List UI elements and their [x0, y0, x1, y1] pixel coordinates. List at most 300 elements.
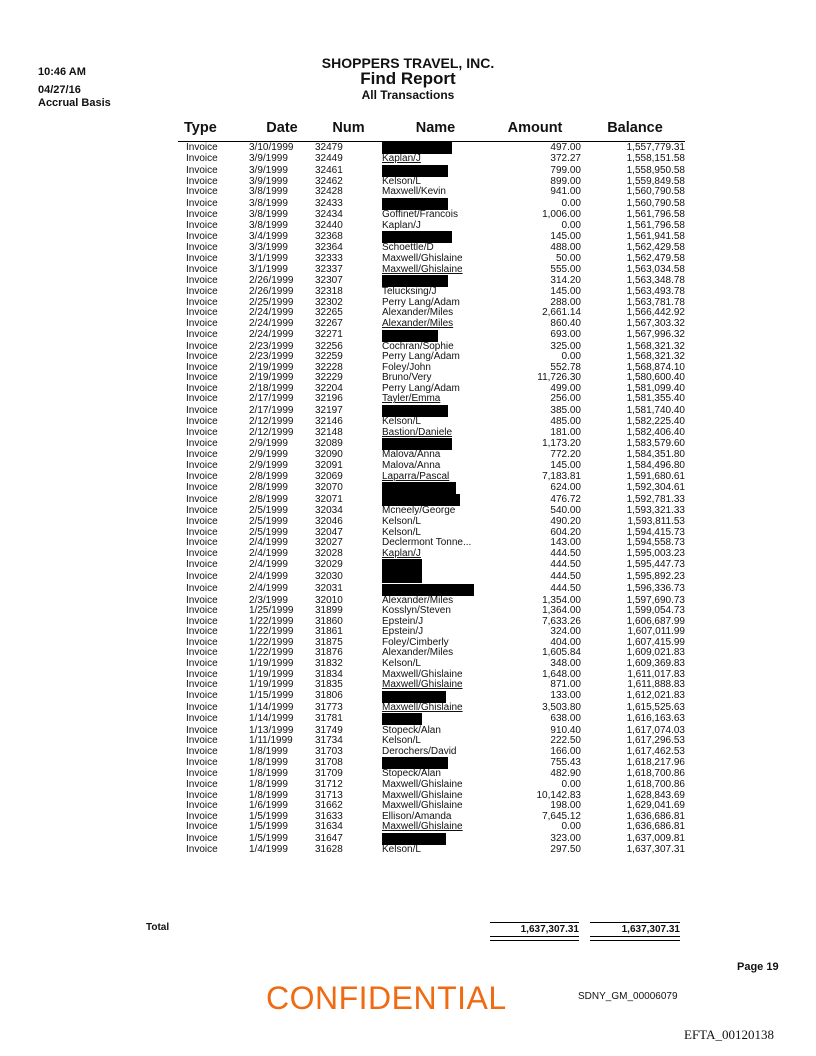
cell-type: Invoice [186, 505, 218, 517]
cell-type: Invoice [186, 658, 218, 670]
cell-balance: 1,568,874.10 [626, 361, 685, 373]
cell-amount: 145.00 [550, 459, 581, 471]
cell-balance: 1,580,600.40 [626, 372, 685, 384]
cell-amount: 1,648.00 [542, 668, 581, 680]
confidential-stamp: CONFIDENTIAL [266, 980, 507, 1016]
company-name: SHOPPERS TRAVEL, INC. [321, 55, 495, 71]
cell-amount: 871.00 [550, 679, 581, 691]
cell-date: 1/4/1999 [249, 843, 288, 855]
cell-balance: 1,560,790.58 [626, 197, 685, 209]
report-basis: Accrual Basis [38, 97, 111, 109]
cell-name: Perry Lang/Adam [382, 351, 460, 363]
table-row [178, 461, 685, 472]
cell-num: 32071 [315, 494, 343, 506]
cell-amount: 444.50 [550, 583, 581, 595]
cell-name: Maxwell/Ghislaine [382, 821, 463, 833]
table-row [178, 319, 685, 330]
total-balance: 1,637,307.31 [590, 922, 680, 935]
table-row [178, 154, 685, 165]
cell-date: 2/4/1999 [249, 537, 288, 549]
cell-num: 32091 [315, 459, 343, 471]
cell-date: 1/5/1999 [249, 832, 288, 844]
table-row [178, 703, 685, 714]
cell-num: 32027 [315, 537, 343, 549]
cell-num: 32333 [315, 253, 343, 265]
table-row [178, 780, 685, 791]
cell-name: Maxwell/Ghislaine [382, 701, 463, 713]
cell-name: Kosslyn/Steven [382, 605, 451, 617]
cell-num: 31832 [315, 658, 343, 670]
cell-num: 32256 [315, 340, 343, 352]
cell-name [382, 584, 489, 596]
cell-amount: 497.00 [550, 141, 581, 153]
cell-date: 2/9/1999 [249, 449, 288, 461]
cell-date: 3/3/1999 [249, 242, 288, 254]
cell-amount: 0.00 [561, 351, 581, 363]
cell-type: Invoice [186, 459, 218, 471]
cell-amount: 444.50 [550, 559, 581, 570]
cell-balance: 1,562,479.58 [626, 253, 685, 265]
cell-type: Invoice [186, 537, 218, 549]
cell-amount: 7,633.26 [542, 615, 581, 627]
cell-type: Invoice [186, 615, 218, 627]
cell-amount: 476.72 [550, 494, 581, 506]
cell-num: 32368 [315, 231, 343, 243]
redaction-block [382, 559, 422, 571]
table-row [178, 559, 685, 571]
cell-date: 1/5/1999 [249, 821, 288, 833]
cell-balance: 1,594,558.73 [626, 537, 685, 549]
cell-amount: 0.00 [561, 219, 581, 231]
cell-amount: 2,661.14 [542, 307, 581, 319]
cell-name: Alexander/Miles [382, 647, 454, 659]
cell-num: 32047 [315, 526, 343, 538]
cell-type: Invoice [186, 382, 218, 394]
cell-balance: 1,617,074.03 [626, 724, 685, 736]
cell-type: Invoice [186, 242, 218, 254]
cell-date: 1/8/1999 [249, 768, 288, 780]
cell-balance: 1,563,493.78 [626, 286, 685, 298]
cell-balance: 1,599,054.73 [626, 605, 685, 617]
col-header-num: Num [315, 119, 382, 142]
table-row [178, 428, 685, 439]
cell-name: Maxwell/Kevin [382, 186, 446, 198]
cell-num: 32259 [315, 351, 343, 363]
cell-name: Kelson/L [382, 516, 421, 527]
cell-date: 1/8/1999 [249, 778, 288, 790]
cell-num: 32069 [315, 470, 343, 482]
cell-date: 2/4/1999 [249, 571, 288, 583]
cell-num: 32428 [315, 186, 343, 198]
cell-amount: 552.78 [550, 361, 581, 373]
cell-balance: 1,607,415.99 [626, 636, 685, 648]
cell-type: Invoice [186, 800, 218, 812]
cell-date: 3/8/1999 [249, 209, 288, 221]
cell-date: 1/8/1999 [249, 745, 288, 757]
cell-name [382, 330, 489, 342]
cell-num: 31876 [315, 647, 343, 659]
redaction-block [382, 275, 448, 287]
cell-name: Maxwell/Ghislaine [382, 778, 463, 790]
cell-date: 2/9/1999 [249, 459, 288, 471]
cell-date: 2/12/1999 [249, 426, 294, 438]
redaction-block [382, 198, 448, 210]
cell-type: Invoice [186, 393, 218, 405]
cell-type: Invoice [186, 647, 218, 659]
cell-balance: 1,557,779.31 [626, 141, 685, 153]
cell-date: 2/4/1999 [249, 559, 288, 570]
cell-num: 31835 [315, 679, 343, 691]
cell-type: Invoice [186, 701, 218, 713]
cell-num: 31662 [315, 800, 343, 812]
cell-type: Invoice [186, 832, 218, 844]
cell-date: 2/23/1999 [249, 340, 294, 352]
cell-name: Kaplan/J [382, 219, 421, 231]
cell-amount: 444.50 [550, 547, 581, 559]
cell-type: Invoice [186, 404, 218, 416]
table-row [178, 822, 685, 833]
cell-num: 32307 [315, 274, 343, 286]
cell-name [382, 713, 489, 725]
cell-num: 32265 [315, 307, 343, 319]
cell-type: Invoice [186, 296, 218, 308]
cell-balance: 1,609,021.83 [626, 647, 685, 659]
cell-num: 32029 [315, 559, 343, 570]
cell-date: 3/8/1999 [249, 219, 288, 231]
cell-type: Invoice [186, 141, 218, 153]
cell-date: 3/8/1999 [249, 197, 288, 209]
cell-name: Kaplan/J [382, 547, 421, 559]
cell-amount: 256.00 [550, 393, 581, 405]
report-title: Find Report [360, 69, 456, 88]
redaction-block [382, 142, 452, 154]
cell-balance: 1,611,017.83 [627, 668, 685, 680]
cell-balance: 1,592,304.61 [626, 481, 685, 493]
report-date: 04/27/16 [38, 84, 81, 96]
cell-name: Kelson/L [382, 416, 421, 428]
cell-num: 32034 [315, 505, 343, 517]
cell-balance: 1,581,355.40 [626, 393, 685, 405]
cell-amount: 693.00 [550, 329, 581, 341]
cell-amount: 499.00 [550, 382, 581, 394]
cell-type: Invoice [186, 175, 218, 187]
cell-date: 1/6/1999 [249, 800, 288, 812]
cell-balance: 1,611,888.83 [627, 679, 685, 691]
cell-amount: 133.00 [550, 690, 581, 702]
redaction-block [382, 713, 422, 725]
cell-type: Invoice [186, 307, 218, 319]
cell-date: 2/8/1999 [249, 481, 288, 493]
bates-number: SDNY_GM_00006079 [578, 991, 678, 1002]
cell-type: Invoice [186, 438, 218, 450]
cell-date: 1/22/1999 [249, 615, 294, 627]
cell-balance: 1,618,217.96 [626, 757, 685, 769]
cell-name: Foley/John [382, 361, 431, 373]
cell-name: Maxwell/Ghislaine [382, 253, 463, 265]
cell-balance: 1,595,892.23 [626, 571, 685, 583]
cell-balance: 1,583,579.60 [626, 438, 685, 450]
cell-num: 32302 [315, 296, 343, 308]
cell-type: Invoice [186, 735, 218, 747]
cell-balance: 1,593,321.33 [626, 505, 685, 517]
cell-balance: 1,561,941.58 [626, 231, 685, 243]
cell-num: 31781 [315, 713, 343, 725]
cell-type: Invoice [186, 372, 218, 384]
redaction-block [382, 691, 446, 703]
cell-balance: 1,561,796.58 [626, 209, 685, 221]
cell-num: 32148 [315, 426, 343, 438]
cell-type: Invoice [186, 547, 218, 559]
cell-balance: 1,615,525.63 [626, 701, 685, 713]
cell-date: 1/11/1999 [249, 735, 293, 747]
cell-amount: 297.50 [550, 843, 581, 855]
cell-date: 2/17/1999 [249, 404, 294, 416]
total-amount-double-rule [490, 936, 579, 941]
total-balance-double-rule [590, 936, 680, 941]
cell-name: Laparra/Pascal [382, 470, 450, 482]
cell-num: 32204 [315, 382, 343, 394]
cell-name: Schoettle/D [382, 242, 434, 254]
cell-amount: 288.00 [550, 296, 581, 308]
cell-num: 31712 [315, 778, 343, 790]
col-header-balance: Balance [581, 119, 685, 142]
cell-name: Alexander/Miles [382, 307, 454, 319]
cell-name: Maxwell/Ghislaine [382, 679, 463, 691]
cell-amount: 0.00 [561, 778, 581, 790]
cell-date: 1/5/1999 [249, 810, 288, 822]
cell-balance: 1,567,996.32 [626, 329, 685, 341]
cell-type: Invoice [186, 470, 218, 482]
cell-type: Invoice [186, 153, 218, 165]
cell-balance: 1,563,781.78 [626, 296, 685, 308]
cell-balance: 1,637,009.81 [626, 832, 685, 844]
table-row [178, 330, 685, 342]
cell-name: Kelson/L [382, 658, 421, 670]
col-header-amount: Amount [489, 119, 581, 142]
cell-balance: 1,607,011.99 [627, 626, 685, 638]
cell-type: Invoice [186, 351, 218, 363]
cell-num: 32089 [315, 438, 343, 450]
cell-name: Kelson/L [382, 735, 421, 747]
cell-name: Derochers/David [382, 745, 457, 757]
cell-date: 2/4/1999 [249, 547, 288, 559]
cell-date: 2/26/1999 [249, 286, 294, 298]
cell-date: 3/9/1999 [249, 175, 288, 187]
cell-amount: 181.00 [550, 426, 581, 438]
cell-num: 32462 [315, 175, 343, 187]
cell-amount: 1,605.84 [542, 647, 581, 659]
cell-balance: 1,563,034.58 [626, 263, 685, 275]
cell-date: 1/19/1999 [249, 658, 294, 670]
redaction-block [382, 231, 452, 243]
cell-type: Invoice [186, 583, 218, 595]
total-label: Total [146, 922, 170, 933]
cell-date: 1/8/1999 [249, 757, 288, 769]
cell-amount: 50.00 [555, 253, 581, 265]
cell-num: 32030 [315, 571, 343, 583]
cell-balance: 1,568,321.32 [626, 351, 685, 363]
cell-type: Invoice [186, 197, 218, 209]
cell-amount: 145.00 [550, 231, 581, 243]
redaction-block [382, 438, 452, 450]
cell-date: 2/25/1999 [249, 296, 294, 308]
cell-name: Tayler/Emma [382, 393, 441, 405]
cell-name: Maxwell/Ghislaine [382, 668, 463, 680]
cell-date: 2/9/1999 [249, 438, 288, 450]
cell-amount: 910.40 [550, 724, 581, 736]
cell-date: 1/19/1999 [249, 668, 294, 680]
redaction-block [382, 584, 474, 596]
cell-num: 31713 [315, 789, 343, 801]
cell-amount: 485.00 [550, 416, 581, 428]
cell-name: Malova/Anna [382, 459, 441, 471]
cell-balance: 1,581,099.40 [626, 382, 685, 394]
cell-type: Invoice [186, 679, 218, 691]
cell-date: 2/24/1999 [249, 329, 294, 341]
cell-name: Bastion/Daniele [382, 426, 453, 438]
cell-amount: 1,364.00 [542, 605, 581, 617]
table-row [178, 265, 685, 276]
cell-type: Invoice [186, 789, 218, 801]
cell-amount: 1,006.00 [542, 209, 581, 221]
cell-date: 1/19/1999 [249, 679, 294, 691]
cell-balance: 1,596,336.73 [626, 583, 685, 595]
cell-type: Invoice [186, 559, 218, 570]
cell-num: 32090 [315, 449, 343, 461]
cell-num: 31708 [315, 757, 343, 769]
cell-type: Invoice [186, 571, 218, 583]
cell-date: 2/24/1999 [249, 307, 294, 319]
redaction-block [382, 571, 422, 583]
cell-name: Perry Lang/Adam [382, 296, 460, 308]
cell-date: 2/5/1999 [249, 505, 288, 517]
cell-type: Invoice [186, 361, 218, 373]
cell-amount: 488.00 [550, 242, 581, 254]
cell-type: Invoice [186, 768, 218, 780]
cell-num: 32146 [315, 416, 343, 428]
cell-balance: 1,567,303.32 [626, 317, 685, 329]
cell-type: Invoice [186, 219, 218, 231]
cell-date: 2/26/1999 [249, 274, 294, 286]
cell-balance: 1,612,021.83 [626, 690, 685, 702]
table-row [178, 549, 685, 560]
cell-num: 32228 [315, 361, 343, 373]
cell-amount: 941.00 [550, 186, 581, 198]
cell-balance: 1,584,351.80 [626, 449, 685, 461]
cell-amount: 555.00 [550, 263, 581, 275]
cell-amount: 11,726.30 [537, 372, 581, 384]
cell-name [382, 482, 489, 494]
cell-date: 2/17/1999 [249, 393, 294, 405]
cell-balance: 1,558,151.58 [626, 153, 685, 165]
page-number: Page 19 [737, 961, 779, 973]
cell-type: Invoice [186, 274, 218, 286]
cell-num: 32271 [315, 329, 343, 341]
cell-amount: 10,142.83 [536, 789, 581, 801]
cell-name: Cochran/Sophie [382, 340, 454, 352]
cell-type: Invoice [186, 449, 218, 461]
cell-type: Invoice [186, 416, 218, 428]
cell-name: Mcneely/George [382, 505, 456, 517]
cell-num: 31633 [315, 810, 343, 822]
cell-num: 31860 [315, 615, 343, 627]
cell-date: 3/8/1999 [249, 186, 288, 198]
cell-type: Invoice [186, 329, 218, 341]
cell-date: 2/3/1999 [249, 594, 288, 606]
cell-balance: 1,582,406.40 [626, 426, 685, 438]
table-row [178, 584, 685, 596]
cell-balance: 1,582,225.40 [626, 416, 685, 428]
cell-num: 31628 [315, 843, 343, 855]
cell-date: 3/1/1999 [249, 253, 288, 265]
table-row [178, 747, 685, 758]
cell-num: 31647 [315, 832, 343, 844]
cell-type: Invoice [186, 164, 218, 176]
cell-date: 2/19/1999 [249, 361, 294, 373]
cell-balance: 1,597,690.73 [626, 594, 685, 606]
cell-type: Invoice [186, 810, 218, 822]
cell-type: Invoice [186, 626, 218, 638]
cell-amount: 143.00 [550, 537, 581, 549]
cell-name: Alexander/Miles [382, 594, 454, 606]
cell-date: 2/18/1999 [249, 382, 294, 394]
cell-type: Invoice [186, 317, 218, 329]
cell-date: 2/8/1999 [249, 494, 288, 506]
cell-name: Ellison/Amanda [382, 810, 452, 822]
cell-balance: 1,637,307.31 [626, 843, 685, 855]
cell-amount: 799.00 [550, 164, 581, 176]
cell-amount: 604.20 [550, 526, 581, 538]
redaction-block [382, 165, 448, 177]
table-row [178, 221, 685, 232]
cell-num: 32337 [315, 263, 343, 275]
cell-name: Kelson/L [382, 175, 421, 187]
cell-balance: 1,568,321.32 [626, 340, 685, 352]
cell-balance: 1,592,781.33 [626, 494, 685, 506]
cell-num: 32046 [315, 516, 343, 527]
cell-amount: 7,183.81 [542, 470, 581, 482]
cell-date: 2/5/1999 [249, 516, 288, 527]
cell-name: Maxwell/Ghislaine [382, 800, 463, 812]
cell-balance: 1,636,686.81 [626, 821, 685, 833]
table-row [178, 482, 685, 494]
cell-date: 1/22/1999 [249, 636, 294, 648]
cell-amount: 7,645.12 [542, 810, 581, 822]
cell-type: Invoice [186, 340, 218, 352]
cell-num: 31806 [315, 690, 343, 702]
redaction-block [382, 405, 448, 417]
cell-amount: 198.00 [550, 800, 581, 812]
table-body [178, 142, 685, 856]
cell-type: Invoice [186, 494, 218, 506]
cell-name: Alexander/Miles [382, 317, 454, 329]
cell-type: Invoice [186, 516, 218, 527]
cell-num: 31834 [315, 668, 343, 680]
cell-num: 32267 [315, 317, 343, 329]
cell-balance: 1,636,686.81 [626, 810, 685, 822]
cell-amount: 324.00 [550, 626, 581, 638]
cell-num: 31861 [315, 626, 343, 638]
cell-num: 32364 [315, 242, 343, 254]
table-header-row [178, 119, 685, 142]
table-row [178, 680, 685, 691]
cell-date: 2/24/1999 [249, 317, 294, 329]
col-header-date: Date [249, 119, 315, 142]
cell-type: Invoice [186, 209, 218, 221]
cell-type: Invoice [186, 594, 218, 606]
cell-num: 31773 [315, 701, 343, 713]
cell-date: 2/23/1999 [249, 351, 294, 363]
